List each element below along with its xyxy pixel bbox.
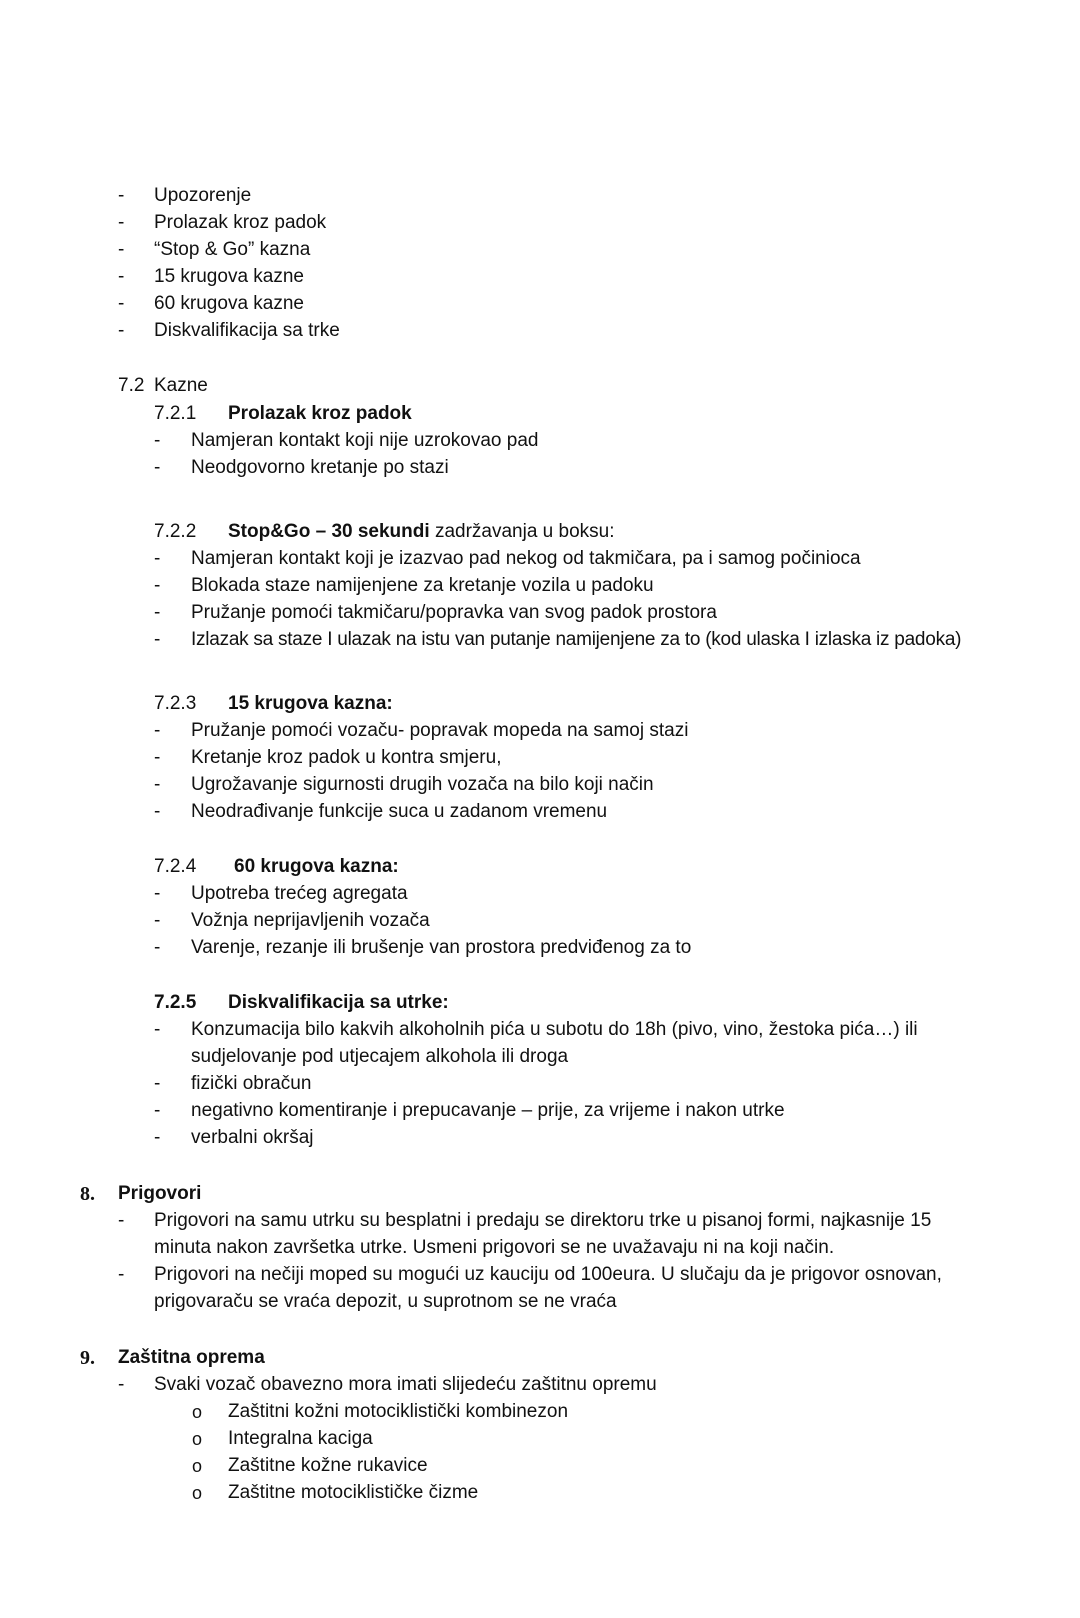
section-7-2-5-heading: 7.2.5 Diskvalifikacija sa utrke: [154, 992, 449, 1013]
document-page: - Upozorenje - Prolazak kroz padok - “Stop & Go” kazna - 15 krugova kazne - 60 krugova kazne - Diskvalifikacija sa trke 7.2 Kazne 7.2.1 Prolazak kroz padok - Namjeran kontakt koji nije uzrokovao pad - Neodgovorno kretanje po stazi 7.2.2 Stop&Go – 30 sekundi zadržavanja u boksu: - Namjeran kontakt koji je izazvao pad nekog od takmičara, pa i samog počinioca - Blokada staze namijenjene za kretanje vozila u padoku - Pružanje pomoći takmičaru/popravka van svog padok prostora - Izlazak sa staze I ulazak na istu van putanje namijenjene za to (kod ulaska I izlaska iz padoka) 7.2.3 15 krugova kazna: - Pružanje pomoći vozaču- popravak mopeda na samoj stazi - Kretanje kroz padok u kontra smjeru, - Ugrožavanje sigurnosti drugih vozača na bilo koji način - Neodrađivanje funkcije suca u zadanom vremenu 7.2.4 60 krugova kazna: - Upotreba trećeg agregata - Vožnja neprijavljenih vozača - Varenje, rezanje ili brušenje van prostora predviđenog za to 7.2.5 Diskvalifikacija sa utrke: - Konzumacija bilo kakvih alkoholnih pića u subotu do 18h (pivo, vino, žestoka pića…) ili sudjelovanje pod utjecajem alkohola ili droga - fizički obračun - negativno komentiranje i prepucavanje – prije, za vrijeme i nakon utrke - verbalni okršaj 8. Prigovori - Prigovori na samu utrku su besplatni i predaju se direktoru trke u pisanoj formi, najkasnije 15 minuta nakon završetka utrke. Usmeni prigovori se ne uvažavaju ni na koji način. - Prigovori na nečiji moped su mogući uz kauciju od 100eura. U slučaju da je prigovor osnovan, prigovaraču se vraća depozit, u suprotnom se ne vraća 9. Zaštitna oprema - Svaki vozač obavezno mora imati slijedeću zaštitnu opremu o Zaštitni kožni motociklistički kombinezon o Integralna kaciga o Zaštitne kožne rukavice o Zaštitne motociklističke čizme [80, 185, 962, 1503]
section-8-heading: 8. Prigovori [80, 1183, 202, 1205]
section-7-2-1-heading: 7.2.1 Prolazak kroz padok [154, 403, 412, 424]
list-item-continuation: prigovaraču se vraća depozit, u suprotnom se ne vraća [154, 1291, 617, 1312]
section-7-2-4-heading: 7.2.4 60 krugova kazna: [154, 856, 399, 877]
list-item-continuation: minuta nakon završetka utrke. Usmeni prigovori se ne uvažavaju ni na koji način. [154, 1237, 835, 1258]
section-7-2-3-heading: 7.2.3 15 krugova kazna: [154, 693, 393, 714]
section-7-2-2-heading: 7.2.2 Stop&Go – 30 sekundi zadržavanja u boksu: [154, 521, 615, 542]
section-7-2-heading: 7.2 Kazne [118, 375, 208, 396]
list-item-continuation: sudjelovanje pod utjecajem alkohola ili droga [191, 1046, 569, 1067]
section-9-heading: 9. Zaštitna oprema [80, 1347, 265, 1369]
